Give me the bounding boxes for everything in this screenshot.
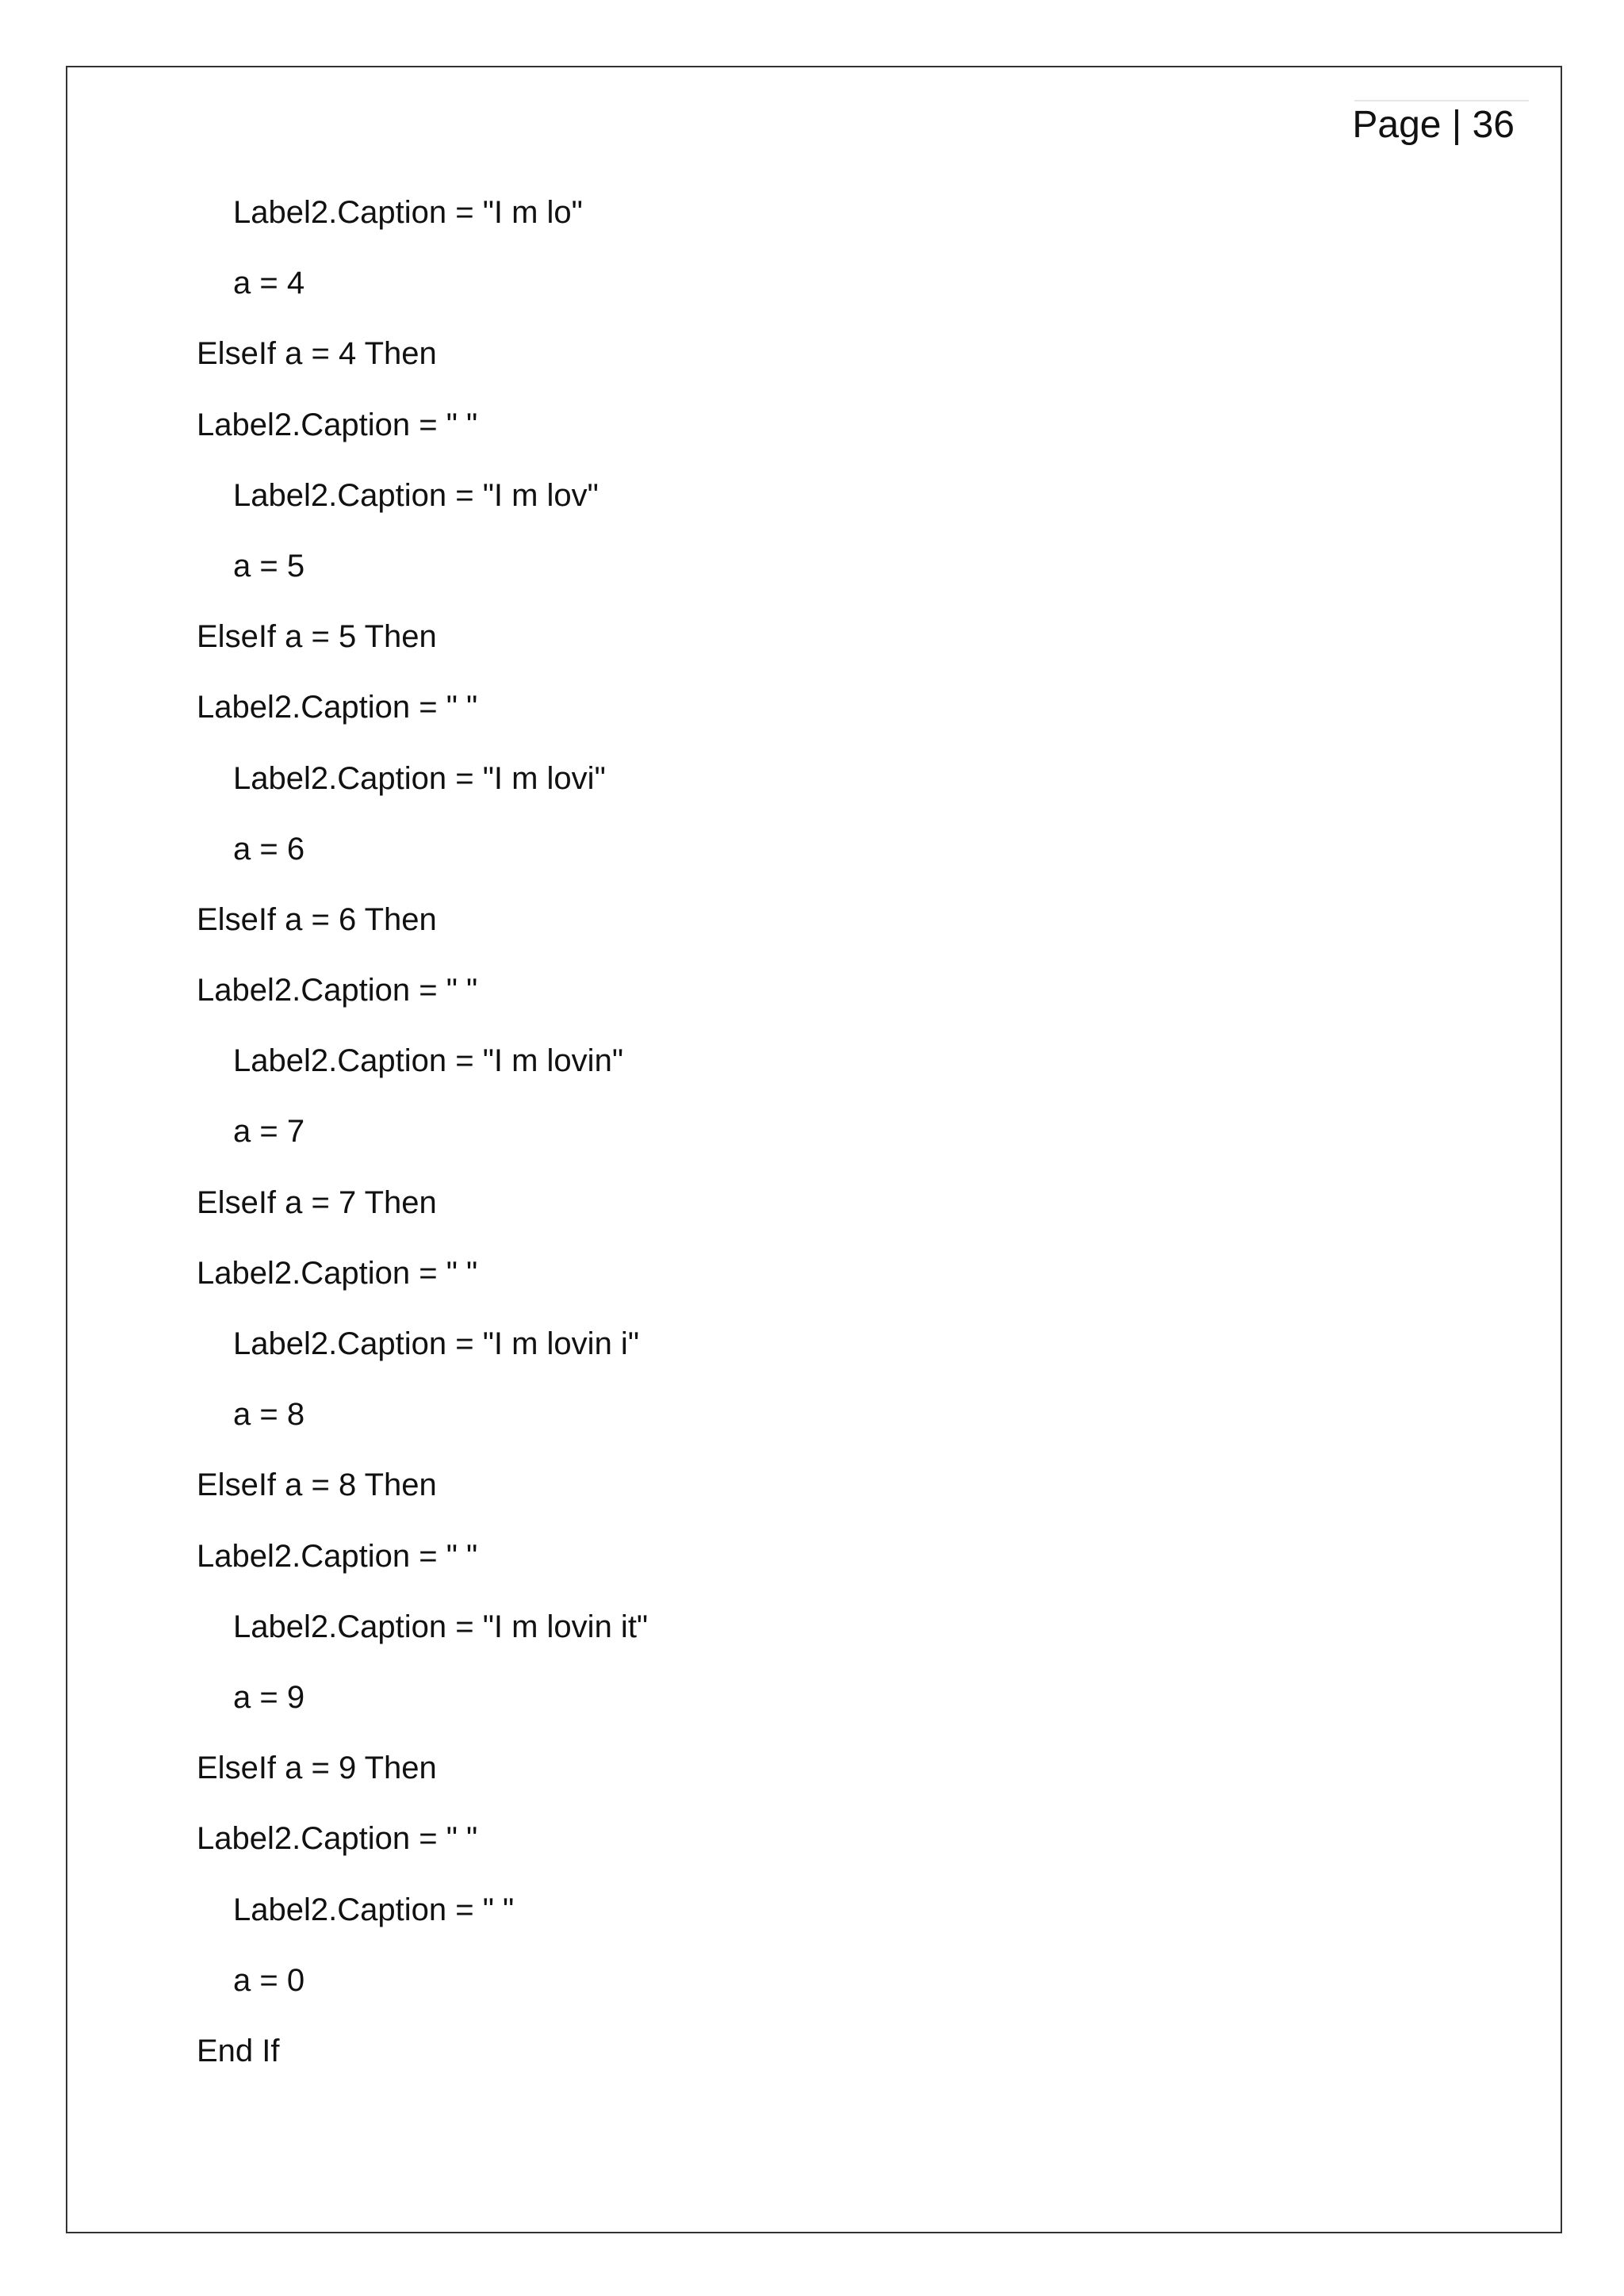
code-line: ElseIf a = 5 Then <box>197 619 437 655</box>
code-block <box>197 193 1386 2103</box>
code-line: Label2.Caption = " " <box>197 973 478 1008</box>
code-line: a = 8 <box>233 1397 305 1433</box>
code-line: Label2.Caption = " " <box>197 407 478 442</box>
code-line: a = 9 <box>233 1679 305 1715</box>
code-line: ElseIf a = 8 Then <box>197 1468 437 1503</box>
code-line: Label2.Caption = "I m lo" <box>233 195 583 230</box>
code-line: End If <box>197 2033 280 2068</box>
code-line: ElseIf a = 7 Then <box>197 1184 437 1220</box>
page-header <box>1354 100 1529 151</box>
code-line: Label2.Caption = "I m lovi" <box>233 760 606 796</box>
code-line: Label2.Caption = " " <box>197 1821 478 1857</box>
code-line: a = 0 <box>233 1962 305 1998</box>
code-line: Label2.Caption = "I m lovin" <box>233 1043 624 1079</box>
code-line: Label2.Caption = " " <box>233 1892 515 1927</box>
code-line: Label2.Caption = " " <box>197 690 478 725</box>
code-line: Label2.Caption = " " <box>197 1538 478 1574</box>
code-line: a = 6 <box>233 831 305 867</box>
page-number: Page | 36 <box>1352 104 1515 146</box>
code-line: Label2.Caption = "I m lov" <box>233 477 599 513</box>
code-line: Label2.Caption = "I m lovin i" <box>233 1326 640 1361</box>
code-line: a = 5 <box>233 548 305 584</box>
code-line: ElseIf a = 9 Then <box>197 1751 437 1786</box>
code-line: a = 4 <box>233 266 305 301</box>
code-line: ElseIf a = 6 Then <box>197 901 437 937</box>
code-line: ElseIf a = 4 Then <box>197 336 437 372</box>
code-line: Label2.Caption = "I m lovin it" <box>233 1609 649 1644</box>
code-line: a = 7 <box>233 1114 305 1150</box>
code-line: Label2.Caption = " " <box>197 1255 478 1291</box>
